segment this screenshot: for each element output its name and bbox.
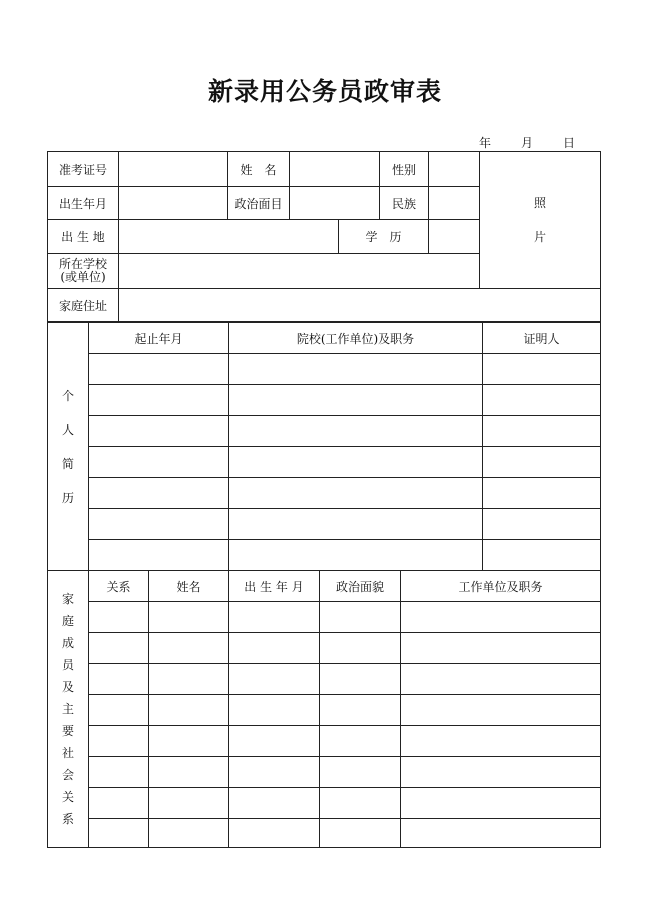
family-cell[interactable] xyxy=(401,788,601,819)
gender-label: 性别 xyxy=(380,152,429,187)
resume-cell[interactable] xyxy=(229,354,483,385)
family-cell[interactable] xyxy=(320,695,401,726)
family-header-name: 姓名 xyxy=(149,571,229,602)
date-day-label: 日 xyxy=(563,136,576,150)
resume-cell[interactable] xyxy=(229,509,483,540)
family-cell[interactable] xyxy=(320,757,401,788)
family-header-relation: 关系 xyxy=(89,571,149,602)
photo-box[interactable] xyxy=(480,152,601,289)
family-cell[interactable] xyxy=(401,602,601,633)
family-cell[interactable] xyxy=(229,757,320,788)
family-cell[interactable] xyxy=(149,695,229,726)
politics-label: 政治面目 xyxy=(228,187,290,220)
resume-cell[interactable] xyxy=(483,447,601,478)
basic-info-table xyxy=(47,151,601,322)
family-header-employer: 工作单位及职务 xyxy=(401,571,601,602)
family-cell[interactable] xyxy=(89,726,149,757)
date-year-label: 年 xyxy=(479,136,492,150)
family-cell[interactable] xyxy=(149,602,229,633)
resume-cell[interactable] xyxy=(483,540,601,571)
resume-header-period: 起止年月 xyxy=(89,323,229,354)
resume-header-witness: 证明人 xyxy=(483,323,601,354)
resume-section-label xyxy=(48,323,89,571)
family-cell[interactable] xyxy=(401,726,601,757)
resume-cell[interactable] xyxy=(89,354,229,385)
family-cell[interactable] xyxy=(89,757,149,788)
birth-field[interactable] xyxy=(119,187,228,220)
family-cell[interactable] xyxy=(89,633,149,664)
family-cell[interactable] xyxy=(320,819,401,848)
resume-cell[interactable] xyxy=(483,416,601,447)
resume-cell[interactable] xyxy=(483,509,601,540)
politics-field[interactable] xyxy=(290,187,380,220)
resume-cell[interactable] xyxy=(229,540,483,571)
resume-cell[interactable] xyxy=(229,385,483,416)
family-cell[interactable] xyxy=(401,757,601,788)
resume-cell[interactable] xyxy=(89,385,229,416)
family-cell[interactable] xyxy=(89,602,149,633)
family-section-label xyxy=(48,571,89,848)
family-table xyxy=(47,570,601,848)
birthplace-label: 出 生 地 xyxy=(48,220,119,254)
photo-label-2: 片 xyxy=(533,230,546,244)
resume-header-school: 院校(工作单位)及职务 xyxy=(229,323,483,354)
family-cell[interactable] xyxy=(149,664,229,695)
ethnicity-label: 民族 xyxy=(380,187,429,220)
family-cell[interactable] xyxy=(229,819,320,848)
birth-label: 出生年月 xyxy=(48,187,119,220)
family-cell[interactable] xyxy=(149,788,229,819)
resume-cell[interactable] xyxy=(89,416,229,447)
family-cell[interactable] xyxy=(149,819,229,848)
resume-cell[interactable] xyxy=(89,447,229,478)
family-cell[interactable] xyxy=(149,633,229,664)
resume-cell[interactable] xyxy=(229,416,483,447)
family-cell[interactable] xyxy=(401,633,601,664)
resume-cell[interactable] xyxy=(483,385,601,416)
address-label: 家庭住址 xyxy=(48,289,119,322)
family-cell[interactable] xyxy=(229,664,320,695)
resume-table xyxy=(47,322,601,571)
ethnicity-field[interactable] xyxy=(429,187,480,220)
photo-label-1: 照 xyxy=(533,196,546,210)
resume-cell[interactable] xyxy=(89,509,229,540)
family-header-birth: 出 生 年 月 xyxy=(229,571,320,602)
family-cell[interactable] xyxy=(89,819,149,848)
family-cell[interactable] xyxy=(401,819,601,848)
school-label xyxy=(48,254,119,289)
exam-no-field[interactable] xyxy=(119,152,228,187)
education-label: 学 历 xyxy=(339,220,429,254)
family-cell[interactable] xyxy=(229,633,320,664)
family-cell[interactable] xyxy=(89,695,149,726)
family-cell[interactable] xyxy=(229,602,320,633)
exam-no-label: 准考证号 xyxy=(48,152,119,187)
school-label-line1: 所在学校 xyxy=(58,257,107,271)
name-label: 姓 名 xyxy=(228,152,290,187)
family-cell[interactable] xyxy=(320,664,401,695)
resume-cell[interactable] xyxy=(89,540,229,571)
name-field[interactable] xyxy=(290,152,380,187)
resume-label-text: 个人简历 xyxy=(61,388,74,505)
family-cell[interactable] xyxy=(320,726,401,757)
family-cell[interactable] xyxy=(320,633,401,664)
resume-cell[interactable] xyxy=(483,478,601,509)
resume-cell[interactable] xyxy=(483,354,601,385)
address-field[interactable] xyxy=(119,289,601,322)
gender-field[interactable] xyxy=(429,152,480,187)
family-cell[interactable] xyxy=(401,664,601,695)
school-field[interactable] xyxy=(119,254,480,289)
resume-cell[interactable] xyxy=(89,478,229,509)
family-cell[interactable] xyxy=(149,757,229,788)
page-title: 新录用公务员政审表 xyxy=(207,77,442,106)
family-cell[interactable] xyxy=(229,788,320,819)
family-cell[interactable] xyxy=(320,788,401,819)
family-cell[interactable] xyxy=(401,695,601,726)
family-cell[interactable] xyxy=(229,726,320,757)
school-label-line2: (或单位) xyxy=(60,270,106,284)
family-cell[interactable] xyxy=(149,726,229,757)
education-field[interactable] xyxy=(429,220,480,254)
resume-cell[interactable] xyxy=(229,447,483,478)
resume-cell[interactable] xyxy=(229,478,483,509)
family-cell[interactable] xyxy=(89,664,149,695)
family-header-politics: 政治面貌 xyxy=(320,571,401,602)
date-month-label: 月 xyxy=(521,136,534,150)
family-cell[interactable] xyxy=(89,788,149,819)
family-cell[interactable] xyxy=(229,695,320,726)
birthplace-field[interactable] xyxy=(119,220,339,254)
family-cell[interactable] xyxy=(320,602,401,633)
family-label-text: 家庭成员及主要社会关系 xyxy=(61,592,74,826)
